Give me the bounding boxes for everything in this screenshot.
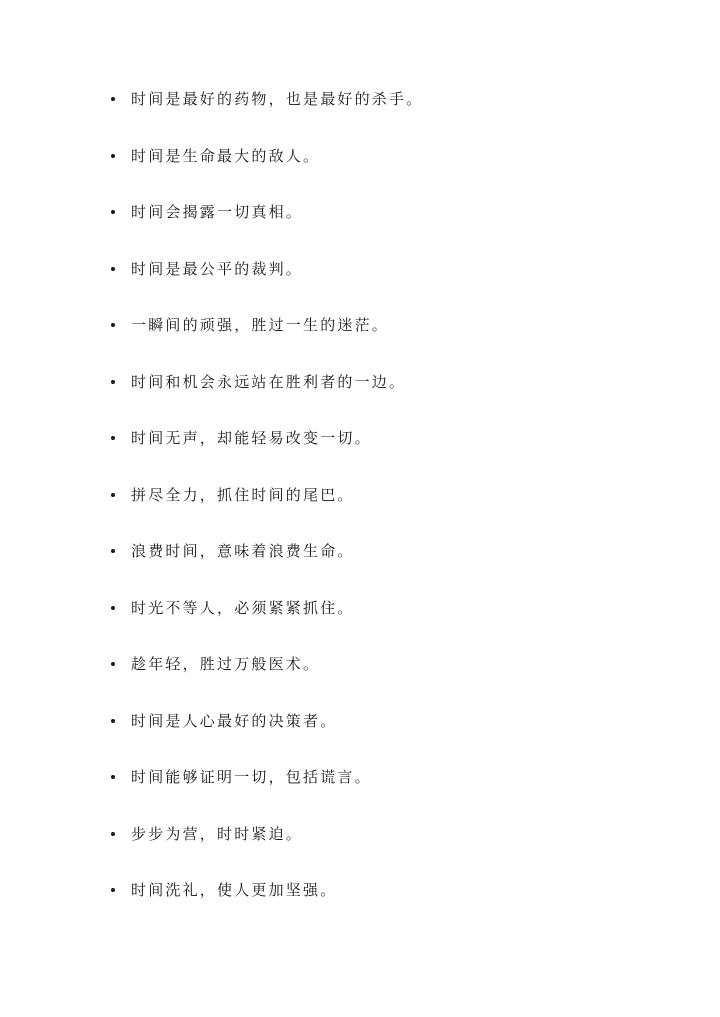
list-item <box>0 819 720 876</box>
quote-text: 时间洗礼，使人更加坚强。 <box>131 881 338 899</box>
bullet-icon <box>111 436 115 440</box>
list-item <box>0 84 720 141</box>
list-item <box>0 141 720 198</box>
list-item <box>0 536 720 593</box>
quote-text: 拼尽全力，抓住时间的尾巴。 <box>131 485 355 504</box>
quote-text: 时光不等人，必须紧紧抓住。 <box>131 598 355 617</box>
quote-text: 浪费时间，意味着浪费生命。 <box>131 542 355 560</box>
quote-text: 时间会揭露一切真相。 <box>131 203 304 221</box>
list-item <box>0 875 720 932</box>
list-item <box>0 423 720 480</box>
quote-text: 时间是人心最好的决策者。 <box>131 711 338 730</box>
bullet-icon <box>111 888 115 892</box>
quote-list <box>0 84 720 932</box>
list-item <box>0 593 720 650</box>
quote-text: 时间是最公平的裁判。 <box>131 259 304 278</box>
bullet-icon <box>111 493 115 497</box>
bullet-icon <box>111 606 115 610</box>
bullet-icon <box>111 323 115 327</box>
list-item <box>0 649 720 706</box>
bullet-icon <box>111 775 115 779</box>
quote-text: 步步为营，时时紧迫。 <box>131 824 304 843</box>
bullet-icon <box>111 832 115 836</box>
list-item <box>0 310 720 367</box>
bullet-icon <box>111 210 115 214</box>
quote-text: 时间能够证明一切，包括谎言。 <box>131 768 372 786</box>
bullet-icon <box>111 662 115 666</box>
list-item <box>0 197 720 254</box>
bullet-icon <box>111 380 115 384</box>
list-item <box>0 762 720 819</box>
list-item <box>0 706 720 763</box>
quote-text: 一瞬间的顽强，胜过一生的迷茫。 <box>131 316 390 334</box>
bullet-icon <box>111 549 115 553</box>
quote-text: 时间无声，却能轻易改变一切。 <box>131 429 372 447</box>
bullet-icon <box>111 154 115 158</box>
bullet-icon <box>111 97 115 101</box>
quote-text: 时间和机会永远站在胜利者的一边。 <box>131 372 407 391</box>
list-item <box>0 254 720 311</box>
quote-text: 时间是生命最大的敌人。 <box>131 146 321 165</box>
quote-text: 趁年轻，胜过万般医术。 <box>131 655 321 673</box>
quote-text: 时间是最好的药物，也是最好的杀手。 <box>131 90 424 108</box>
bullet-icon <box>111 719 115 723</box>
bullet-icon <box>111 267 115 271</box>
list-item <box>0 480 720 537</box>
list-item <box>0 367 720 424</box>
